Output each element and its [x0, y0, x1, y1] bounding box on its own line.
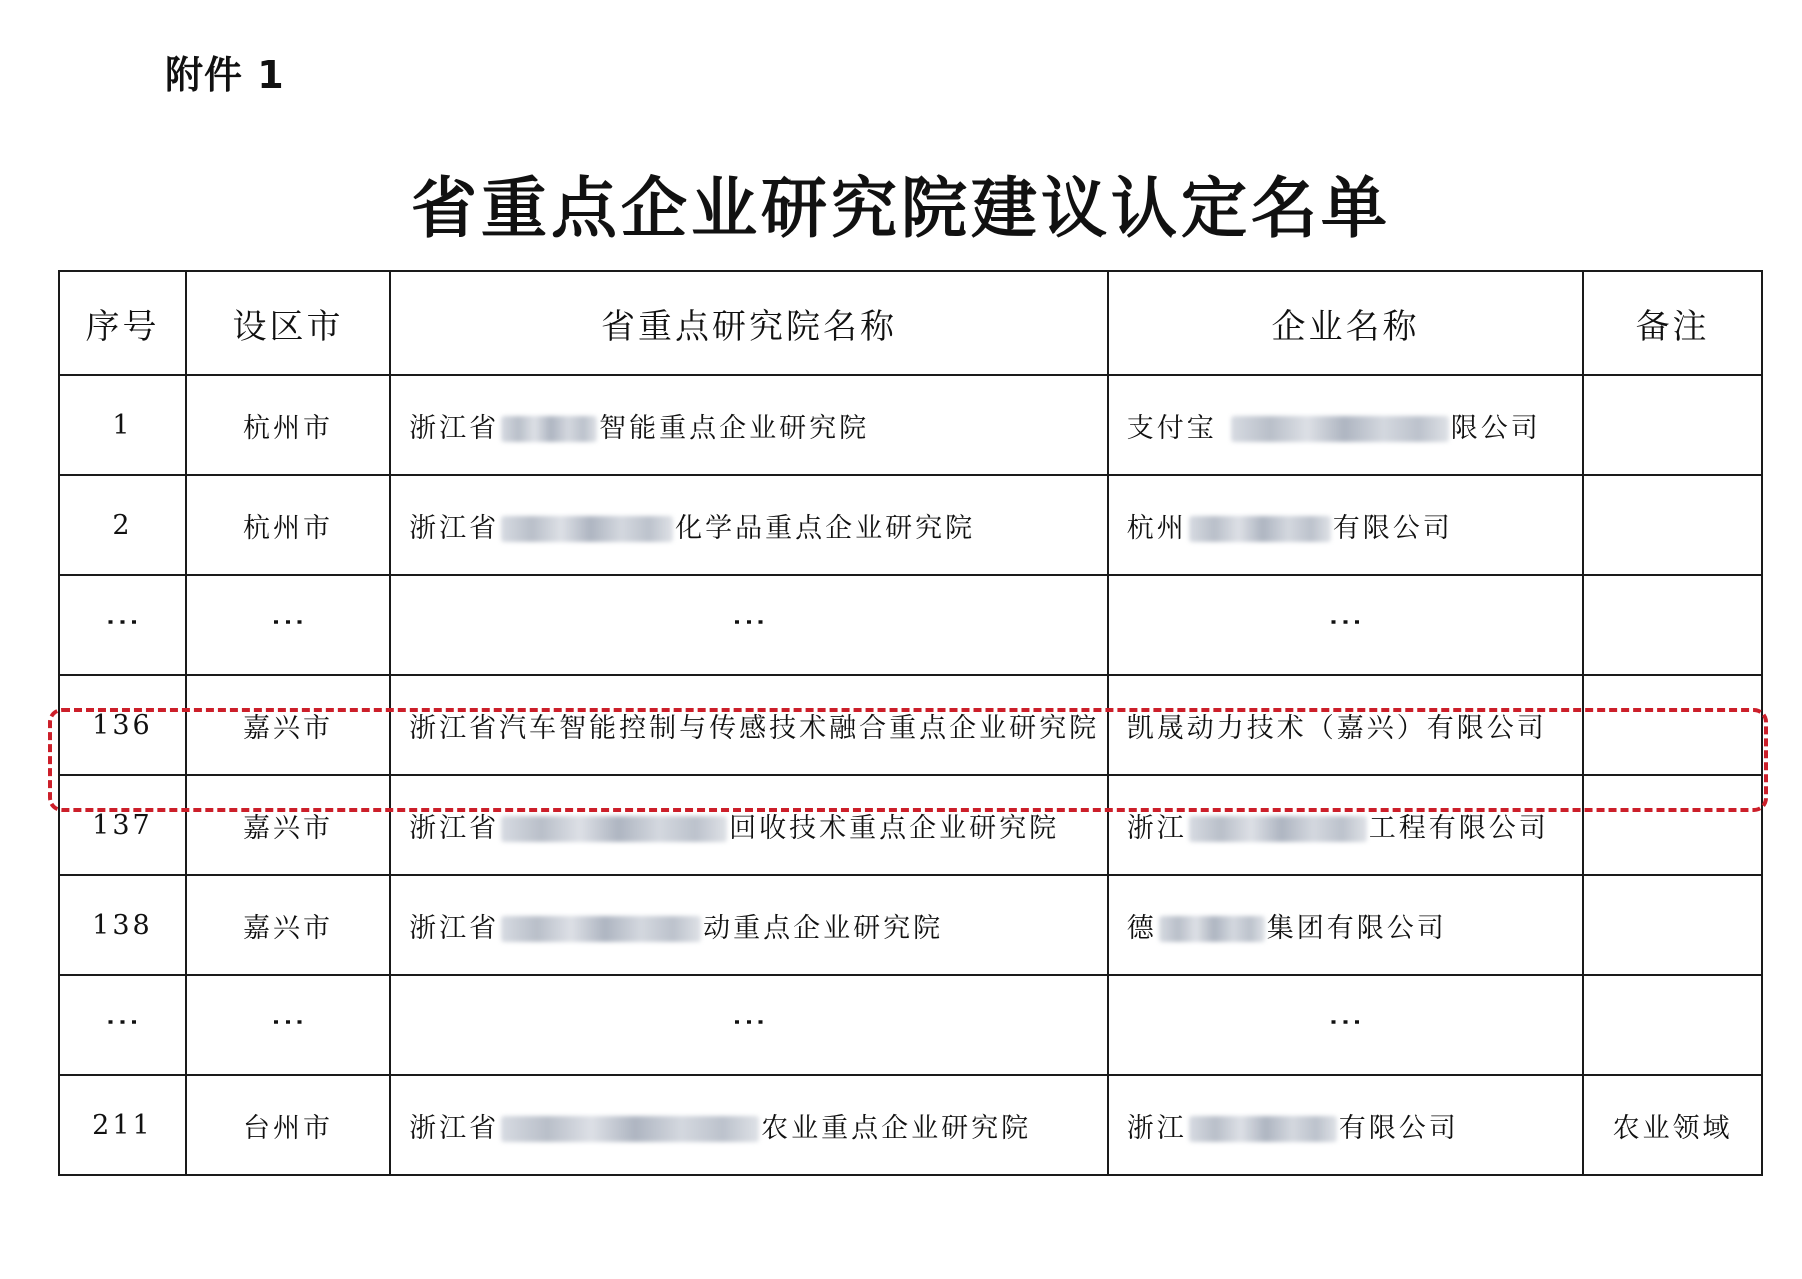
column-header-city: 设区市: [186, 271, 390, 375]
vertical-ellipsis-icon: ⋮: [268, 1005, 309, 1039]
city-cell: 台州市: [186, 1075, 390, 1175]
company-prefix: 德: [1126, 912, 1157, 944]
company-prefix: 杭州: [1126, 512, 1187, 544]
redacted-blur: [1159, 916, 1265, 942]
redacted-blur: [1189, 516, 1331, 542]
institute-cell: 浙江省汽车智能控制与传感技术融合重点企业研究院: [390, 675, 1108, 775]
vertical-ellipsis-icon: ⋮: [268, 605, 309, 639]
institute-cell: [390, 475, 1108, 575]
institute-prefix: 浙江省: [409, 912, 500, 944]
institute-prefix: 浙江省: [409, 412, 500, 444]
ellipsis-row: [59, 975, 1762, 1075]
vertical-ellipsis-icon: ⋮: [1325, 1005, 1366, 1039]
remark-cell: [1583, 475, 1762, 575]
company-cell: [1108, 1075, 1583, 1175]
company-cell: [1108, 775, 1583, 875]
company-suffix: 有限公司: [1332, 512, 1453, 544]
company-prefix: 浙江: [1126, 812, 1187, 844]
redacted-blur: [501, 1116, 759, 1142]
ellipsis-cell: [1583, 575, 1762, 675]
institute-cell: [390, 875, 1108, 975]
city-cell: 嘉兴市: [186, 775, 390, 875]
remark-cell: [1583, 675, 1762, 775]
institute-suffix: 智能重点企业研究院: [599, 412, 870, 444]
column-header-institute: 省重点研究院名称: [390, 271, 1108, 375]
institute-suffix: 动重点企业研究院: [703, 912, 944, 944]
table-row: [59, 775, 1762, 875]
column-header-remark: 备注: [1583, 271, 1762, 375]
company-suffix: 限公司: [1450, 412, 1541, 444]
redacted-blur: [1189, 1116, 1337, 1142]
institute-roster-table: [58, 270, 1763, 1176]
vertical-ellipsis-icon: ⋮: [728, 1005, 769, 1039]
company-prefix: 浙江: [1126, 1112, 1187, 1144]
redacted-blur: [501, 816, 727, 842]
company-cell: [1108, 875, 1583, 975]
remark-cell: 农业领域: [1583, 1075, 1762, 1175]
institute-suffix: 农业重点企业研究院: [761, 1112, 1032, 1144]
ellipsis-cell: [1108, 575, 1583, 675]
institute-prefix: 浙江省: [409, 512, 500, 544]
document-title: 省重点企业研究院建议认定名单: [411, 170, 1391, 247]
table-row: [59, 875, 1762, 975]
row-number: 136: [59, 675, 186, 775]
remark-cell: [1583, 375, 1762, 475]
company-cell: [1108, 375, 1583, 475]
table-row-highlighted: [59, 675, 1762, 775]
remark-cell: [1583, 775, 1762, 875]
ellipsis-cell: [186, 975, 390, 1075]
table-row: [59, 475, 1762, 575]
row-number: 1: [59, 375, 186, 475]
vertical-ellipsis-icon: ⋮: [102, 605, 143, 639]
ellipsis-row: [59, 575, 1762, 675]
city-cell: 嘉兴市: [186, 875, 390, 975]
ellipsis-cell: [1583, 975, 1762, 1075]
institute-prefix: 浙江省: [409, 1112, 500, 1144]
ellipsis-cell: [1108, 975, 1583, 1075]
ellipsis-cell: [186, 575, 390, 675]
vertical-ellipsis-icon: ⋮: [102, 1005, 143, 1039]
table-row: [59, 1075, 1762, 1175]
remark-cell: [1583, 875, 1762, 975]
column-header-company: 企业名称: [1108, 271, 1583, 375]
company-suffix: 工程有限公司: [1368, 812, 1549, 844]
redacted-blur: [501, 416, 597, 442]
row-number: 138: [59, 875, 186, 975]
institute-cell: [390, 775, 1108, 875]
company-cell: [1108, 475, 1583, 575]
row-number: 211: [59, 1075, 186, 1175]
ellipsis-cell: [59, 975, 186, 1075]
company-prefix: 支付宝: [1126, 412, 1217, 444]
ellipsis-cell: [390, 575, 1108, 675]
city-cell: 杭州市: [186, 475, 390, 575]
ellipsis-cell: [390, 975, 1108, 1075]
redacted-blur: [501, 916, 701, 942]
institute-suffix: 回收技术重点企业研究院: [729, 812, 1060, 844]
city-cell: 杭州市: [186, 375, 390, 475]
table-row: [59, 375, 1762, 475]
column-header-no: 序号: [59, 271, 186, 375]
row-number: 137: [59, 775, 186, 875]
redacted-blur: [1189, 816, 1367, 842]
redacted-blur: [501, 516, 673, 542]
attachment-label: 附件 1: [165, 53, 285, 97]
vertical-ellipsis-icon: ⋮: [1325, 605, 1366, 639]
company-cell: 凯晟动力技术（嘉兴）有限公司: [1108, 675, 1583, 775]
vertical-ellipsis-icon: ⋮: [728, 605, 769, 639]
ellipsis-cell: [59, 575, 186, 675]
redacted-blur: [1231, 416, 1449, 442]
table-header-row: [59, 271, 1762, 375]
row-number: 2: [59, 475, 186, 575]
city-cell: 嘉兴市: [186, 675, 390, 775]
institute-cell: [390, 1075, 1108, 1175]
company-suffix: 集团有限公司: [1266, 912, 1447, 944]
institute-cell: [390, 375, 1108, 475]
company-suffix: 有限公司: [1338, 1112, 1459, 1144]
institute-prefix: 浙江省: [409, 812, 500, 844]
institute-suffix: 化学品重点企业研究院: [675, 512, 976, 544]
